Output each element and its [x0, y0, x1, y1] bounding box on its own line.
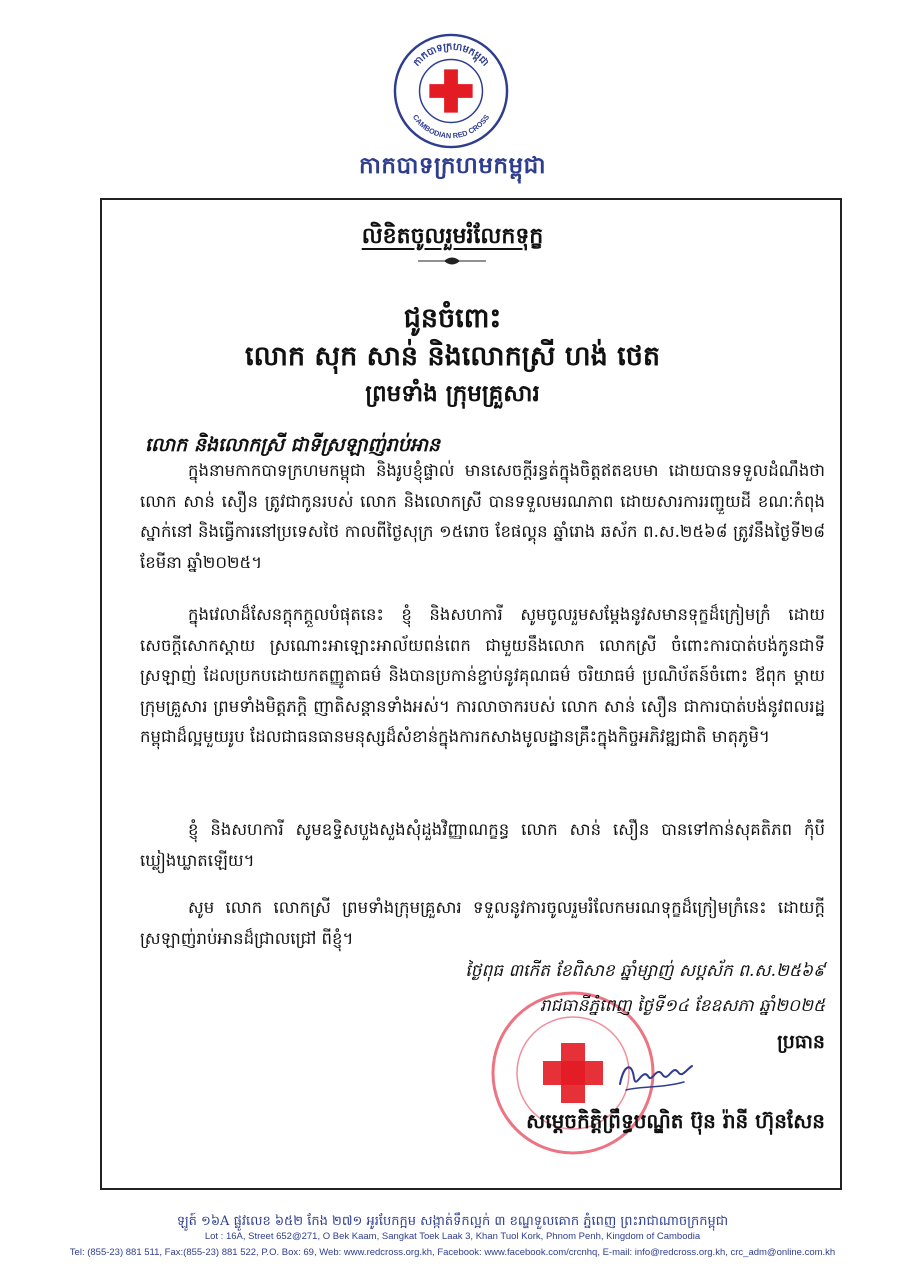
handwritten-signature [612, 1056, 700, 1096]
cambodian-red-cross-logo [392, 32, 510, 150]
paragraph-1: ក្នុងនាមកាកបាទក្រហមកម្ពុជា និងរូបខ្ញុំផ្ទាល់ មានសេចក្តីរន្ធត់ក្នុងចិត្តឥតឧបមា ដោយបានទទួលដំណឹងថា លោក សាន់ សឿន ត្រូវជាកូនរបស់ លោក និងលោកស្រី បានទទួលមរណភាព ដោយសារការរញ្ជួយដី ខណៈកំពុងស្នាក់នៅ និងធ្វើការនៅប្រទេសថៃ កាលពីថ្ងៃសុក្រ ១៥រោច ខែផល្គុន ឆ្នាំរោង ឆស័ក ព.ស.២៥៦៨ ត្រូវនឹងថ្ងៃទី២៨ ខែមីនា ឆ្នាំ២០២៥។ [140, 461, 825, 572]
organization-name: កាកបាទក្រហមកម្ពុជា [358, 152, 547, 179]
footer-address-en: Lot : 16A, Street 652@271, O Bek Kaam, Sangkat Toek Laak 3, Khan Tuol Kork, Phnom Penh, Kingdom of Cambodia [204, 1231, 701, 1242]
recipients: លោក សុក សាន់ និងលោកស្រី ហង់ ថេត [245, 341, 660, 372]
paragraph-2: ក្នុងវេលាដ៏សែនក្តុកក្តួលបំផុតនេះ ខ្ញុំ និងសហការី សូមចូលរួមសម្តែងនូវសមានទុក្ខដ៏ក្រៀមក្រំ ដោយសេចក្តីសោកស្តាយ ស្រណោះអាឡោះអាល័យពន់ពេក ជាមួយនឹងលោក លោកស្រី ចំពោះការបាត់បង់កូនជាទីស្រឡាញ់ ដែលប្រកបដោយកតញ្ញូតាធម៌ និងបានប្រកាន់ខ្ជាប់នូវគុណធម៌ ចរិយាធម៌ ប្រណិប័តន៍ចំពោះ ឪពុក ម្តាយ ក្រុមគ្រួសារ ព្រមទាំងមិត្តភក្តិ ញាតិសន្តានទាំងអស់។ ការលាចាករបស់ លោក សាន់ សឿន ជាការបាត់បង់នូវពលរដ្ឋកម្ពុជាដ៏ល្អមួយរូប ដែលជាធនធានមនុស្សដ៏សំខាន់ក្នុងការកសាងមូលដ្ឋានគ្រឹះក្នុងកិច្ចអភិវឌ្ឍជាតិ មាតុភូមិ។ [140, 605, 825, 746]
to-label: ជូនចំពោះ [403, 303, 502, 334]
footer-address-kh: ឡូត៍ ១៦A ផ្លូវលេខ ៦៥២ កែង ២៧១ អូរបែកក្អម សង្កាត់ទឹកល្អក់ ៣ ខណ្ឌទួលគោក ភ្នំពេញ ព្រះរាជាណាចក្រកម្ពុជា [176, 1214, 729, 1229]
footer-contact: Tel: (855-23) 881 511, Fax:(855-23) 881 522, P.O. Box: 69, Web: www.redcross.org.kh, Facebook: www.facebook.com/crcnhq, E-mail: info@redcross.org.kh, crc_adm@online.com.kh [69, 1247, 836, 1258]
family-line: ព្រមទាំង ក្រុមគ្រួសារ [365, 380, 540, 407]
president-title: ប្រធាន [777, 1031, 825, 1053]
title-ornament [418, 256, 486, 266]
salutation: លោក និងលោកស្រី ជាទីស្រឡាញ់រាប់អាន [145, 434, 440, 456]
paragraph-3: ខ្ញុំ និងសហការី សូមឧទ្ទិសបួងសួងសុំដួងវិញ្ញាណក្ខន្ធ លោក សាន់ សឿន បានទៅកាន់សុគតិភព កុំបីឃ្លៀងឃ្លាតឡើយ។ [140, 820, 825, 870]
svg-text:CAMBODIAN RED CROSS [411, 113, 491, 141]
letter-title: លិខិតចូលរួមរំលែកទុក្ខ [361, 223, 544, 249]
date-lunar: ថ្ងៃពុធ ៣កើត ខែពិសាខ ឆ្នាំម្សាញ់ សប្តស័ក ព.ស.២៥៦៩ [465, 961, 825, 981]
logo-ring-text-en: CAMBODIAN RED CROSS [410, 112, 492, 141]
logo-ring-text-kh: កាកបាទក្រហមកម្ពុជា [411, 41, 491, 69]
svg-text:កាកបាទក្រហមកម្ពុជា [411, 41, 490, 68]
date-solar: រាជធានីភ្នំពេញ ថ្ងៃទី១៤ ខែឧសភា ឆ្នាំ២០២៥ [539, 996, 825, 1016]
president-name: សម្តេចកិត្តិព្រឹទ្ធបណ្ឌិត ប៊ុន រ៉ានី ហ៊ុនសែន [526, 1109, 825, 1133]
paragraph-4: សូម លោក លោកស្រី ព្រមទាំងក្រុមគ្រួសារ ទទួលនូវការចូលរួមរំលែកមរណទុក្ខដ៏ក្រៀមក្រំនេះ ដោយក្តីស្រឡាញ់រាប់អានដ៏ជ្រាលជ្រៅ ពីខ្ញុំ។ [140, 898, 825, 948]
